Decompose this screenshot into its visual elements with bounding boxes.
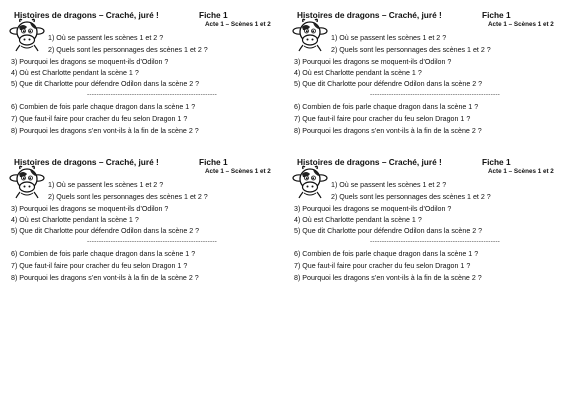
question-5: 5) Que dit Charlotte pour défendre Odilon dans la scène 2 ?: [11, 80, 200, 88]
fiche-label: Fiche 1: [482, 10, 511, 20]
question-3: 3) Pourquoi les dragons se moquent-ils d’Odilon ?: [11, 58, 169, 66]
cow-icon: [9, 165, 45, 199]
worksheet-card: [294, 157, 566, 292]
worksheet-title: Histoires de dragons – Craché, juré !: [297, 157, 442, 167]
acte-label: Acte 1 – Scènes 1 et 2: [205, 168, 271, 175]
question-6: 6) Combien de fois parle chaque dragon dans la scène 1 ?: [294, 103, 479, 111]
question-7: 7) Que faut-il faire pour cracher du feu selon Dragon 1 ?: [294, 262, 471, 270]
worksheet-title: Histoires de dragons – Craché, juré !: [14, 157, 159, 167]
question-1: 1) Où se passent les scènes 1 et 2 ?: [331, 181, 447, 189]
separator-line: -------------------------------------------------------: [370, 91, 501, 98]
question-8: 8) Pourquoi les dragons s’en vont-ils à la fin de la scène 2 ?: [294, 274, 482, 282]
acte-label: Acte 1 – Scènes 1 et 2: [488, 21, 554, 28]
question-6: 6) Combien de fois parle chaque dragon dans la scène 1 ?: [11, 250, 196, 258]
cow-icon: [292, 18, 328, 52]
worksheet-title: Histoires de dragons – Craché, juré !: [14, 10, 159, 20]
cow-icon: [9, 18, 45, 52]
question-5: 5) Que dit Charlotte pour défendre Odilon dans la scène 2 ?: [294, 80, 483, 88]
separator-line: -------------------------------------------------------: [87, 91, 218, 98]
question-5: 5) Que dit Charlotte pour défendre Odilon dans la scène 2 ?: [294, 227, 483, 235]
acte-label: Acte 1 – Scènes 1 et 2: [205, 21, 271, 28]
fiche-label: Fiche 1: [199, 157, 228, 167]
question-4: 4) Où est Charlotte pendant la scène 1 ?: [11, 69, 139, 77]
cow-icon: [292, 165, 328, 199]
question-7: 7) Que faut-il faire pour cracher du feu selon Dragon 1 ?: [294, 115, 471, 123]
question-1: 1) Où se passent les scènes 1 et 2 ?: [48, 181, 164, 189]
worksheet-card: [11, 157, 289, 292]
question-6: 6) Combien de fois parle chaque dragon dans la scène 1 ?: [294, 250, 479, 258]
question-4: 4) Où est Charlotte pendant la scène 1 ?: [294, 69, 422, 77]
worksheet-card: [11, 10, 289, 145]
question-3: 3) Pourquoi les dragons se moquent-ils d’Odilon ?: [11, 205, 169, 213]
question-2: 2) Quels sont les personnages des scènes 1 et 2 ?: [331, 193, 491, 201]
separator-line: -------------------------------------------------------: [87, 238, 218, 245]
question-4: 4) Où est Charlotte pendant la scène 1 ?: [294, 216, 422, 224]
question-8: 8) Pourquoi les dragons s’en vont-ils à la fin de la scène 2 ?: [11, 127, 199, 135]
worksheet-card: [294, 10, 566, 145]
fiche-label: Fiche 1: [199, 10, 228, 20]
separator-line: -------------------------------------------------------: [370, 238, 501, 245]
question-1: 1) Où se passent les scènes 1 et 2 ?: [48, 34, 164, 42]
question-2: 2) Quels sont les personnages des scènes 1 et 2 ?: [331, 46, 491, 54]
question-8: 8) Pourquoi les dragons s’en vont-ils à la fin de la scène 2 ?: [11, 274, 199, 282]
question-6: 6) Combien de fois parle chaque dragon dans la scène 1 ?: [11, 103, 196, 111]
question-5: 5) Que dit Charlotte pour défendre Odilon dans la scène 2 ?: [11, 227, 200, 235]
question-2: 2) Quels sont les personnages des scènes 1 et 2 ?: [48, 193, 208, 201]
worksheet-title: Histoires de dragons – Craché, juré !: [297, 10, 442, 20]
question-7: 7) Que faut-il faire pour cracher du feu selon Dragon 1 ?: [11, 262, 188, 270]
question-3: 3) Pourquoi les dragons se moquent-ils d’Odilon ?: [294, 58, 452, 66]
question-1: 1) Où se passent les scènes 1 et 2 ?: [331, 34, 447, 42]
fiche-label: Fiche 1: [482, 157, 511, 167]
acte-label: Acte 1 – Scènes 1 et 2: [488, 168, 554, 175]
question-7: 7) Que faut-il faire pour cracher du feu selon Dragon 1 ?: [11, 115, 188, 123]
question-8: 8) Pourquoi les dragons s’en vont-ils à la fin de la scène 2 ?: [294, 127, 482, 135]
question-3: 3) Pourquoi les dragons se moquent-ils d’Odilon ?: [294, 205, 452, 213]
question-2: 2) Quels sont les personnages des scènes 1 et 2 ?: [48, 46, 208, 54]
question-4: 4) Où est Charlotte pendant la scène 1 ?: [11, 216, 139, 224]
